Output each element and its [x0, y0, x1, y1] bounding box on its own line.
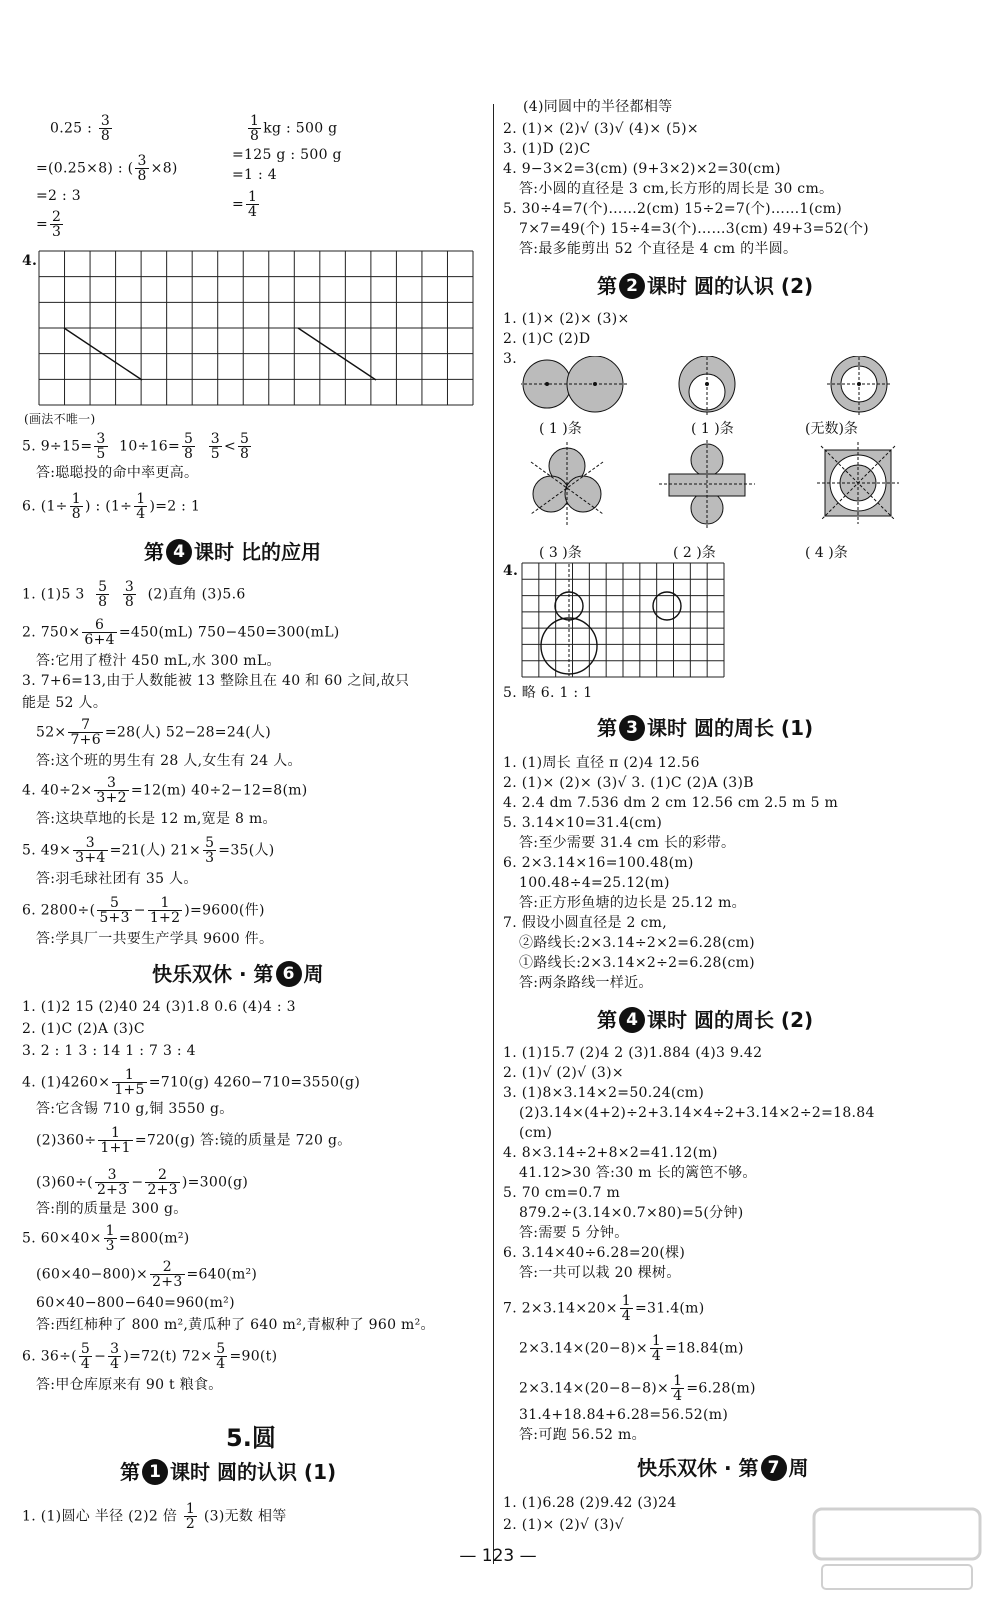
fraction: $\frac{3}{8}$ [100, 113, 111, 144]
answer-line: (3)60÷( $\frac{3}{2+3}$ − $\frac{2}{2+3}$ )=300(g) [36, 1167, 249, 1198]
ratio-line-a3: =2 : 3 [36, 188, 81, 204]
axis-count-label: ( 3 )条 [539, 545, 582, 561]
answer-line: 6. 2×3.14×16=100.48(m) [503, 855, 694, 871]
answer-line: 2×3.14×(20−8−8)× $\frac{1}{4}$ =6.28(m) [519, 1373, 756, 1404]
answer-line: 答:羽毛球社团有 35 人。 [36, 871, 198, 887]
answer-line: 答:它用了橙汁 450 mL,水 300 mL。 [36, 653, 281, 669]
answer-line: 3. [503, 351, 517, 367]
answer-line: 1. (1)15.7 (2)4 2 (3)1.884 (4)3 9.42 [503, 1045, 763, 1061]
answer-line: 100.48÷4=25.12(m) [519, 875, 670, 891]
square-circle-figure [817, 442, 899, 524]
ratio-line-a4: = $\frac{2}{3}$ [36, 209, 62, 240]
answer-line: (2)360÷ $\frac{1}{1+1}$ =720(g) 答:镜的质量是 720 g。 [36, 1125, 352, 1156]
axis-count-label: ( 1 )条 [691, 421, 734, 437]
answer-line: 答:这个班的男生有 28 人,女生有 24 人。 [36, 753, 302, 769]
answer-line: 答:需要 5 分钟。 [519, 1225, 629, 1241]
answer-line: 答:一共可以栽 20 棵树。 [519, 1265, 681, 1281]
answer-line: 1. (1)2 15 (2)40 24 (3)1.8 0.6 (4)4 : 3 [22, 999, 296, 1015]
question-4-label: 4. [22, 253, 38, 269]
right-column [493, 0, 996, 1570]
answer-line: 41.12>30 答:30 m 长的篱笆不够。 [519, 1165, 757, 1181]
answer-line: 5. 70 cm=0.7 m [503, 1185, 621, 1201]
answer-line: 答:小圆的直径是 3 cm,长方形的周长是 30 cm。 [519, 181, 834, 197]
answer-line: 4. 8×3.14÷2+8×2=41.12(m) [503, 1145, 718, 1161]
answer-line: 答:两条路线一样近。 [519, 975, 653, 991]
answer-line: 答:正方形鱼塘的边长是 25.12 m。 [519, 895, 746, 911]
answer-line: 7. 2×3.14×20× $\frac{1}{4}$ =31.4(m) [503, 1293, 705, 1324]
left-column [0, 0, 492, 1570]
answer-line: 2. (1)× (2)√ (3)√ [503, 1517, 624, 1533]
answer-line: 2. (1)C (2)D [503, 331, 591, 347]
two-circles-figure [521, 356, 629, 412]
answer-line: 3. (1)8×3.14×2=50.24(cm) [503, 1085, 705, 1101]
answer-line: 答:甲仓库原来有 90 t 粮食。 [36, 1377, 223, 1393]
ratio-line-b4: = $\frac{1}{4}$ [232, 189, 258, 220]
answer-line: 6. 3.14×40÷6.28=20(棵) [503, 1245, 686, 1261]
three-circles-figure [531, 442, 603, 526]
answer-line: ②路线长:2×3.14÷2×2=6.28(cm) [519, 935, 755, 951]
answer-line: 5. 60×40× $\frac{1}{3}$ =800(m²) [22, 1223, 190, 1254]
answer-line: 1. (1)圆心 半径 (2)2 倍 $\frac{1}{2}$ (3)无数 相等 [22, 1501, 287, 1532]
answer-line: 4. 2.4 dm 7.536 dm 2 cm 12.56 cm 2.5 m 5 m [503, 795, 839, 811]
answer-line: 答:削的质量是 300 g。 [36, 1201, 188, 1217]
axis-count-label: (无数)条 [805, 421, 858, 437]
answer-line: (60×40−800)× $\frac{2}{2+3}$ =640(m²) [36, 1259, 258, 1290]
ratio-line-b3: =1 : 4 [232, 167, 277, 183]
question-4-label: 4. [503, 563, 519, 579]
answer-5-line: 5. 9÷15= $\frac{3}{5}$ 10÷16= $\frac{5}{8}$ $\frac{3}{5}$ < $\frac{5}{8}$ [22, 431, 250, 462]
answer-line: 3. 7+6=13,由于人数能被 13 整除且在 40 和 60 之间,故只 [22, 673, 410, 689]
section-heading-circumference-1: 第 3 课时 圆的周长 (1) [597, 716, 814, 740]
section-heading-circle-1: 第 1 课时 圆的认识 (1) [120, 1460, 337, 1484]
chapter-title: 5.圆 [226, 1424, 276, 1452]
answer-line: 2×3.14×(20−8)× $\frac{1}{4}$ =18.84(m) [519, 1333, 744, 1364]
ratio-line-b1: $\frac{1}{8}$ kg : 500 g [250, 113, 338, 144]
section-heading-weekend-6: 快乐双休 · 第 6 周 [152, 962, 324, 986]
answer-line: 1. (1)6.28 (2)9.42 (3)24 [503, 1495, 677, 1511]
axis-count-label: ( 4 )条 [805, 545, 848, 561]
answer-line: 答:至少需要 31.4 cm 长的彩带。 [519, 835, 736, 851]
answer-line: 2. (1)× (2)√ (3)√ (4)× (5)× [503, 121, 699, 137]
axis-count-label: ( 1 )条 [539, 421, 582, 437]
answer-line: 52× $\frac{7}{7+6}$ =28(人) 52−28=24(人) [36, 717, 272, 748]
answer-line: ①路线长:2×3.14×2÷2=6.28(cm) [519, 955, 755, 971]
answer-line: 答:它含锡 710 g,铜 3550 g。 [36, 1101, 234, 1117]
answer-line: 879.2÷(3.14×0.7×80)=5(分钟) [519, 1205, 744, 1221]
answer-line: 6. 2800÷( $\frac{5}{5+3}$ − $\frac{1}{1+2}$ )=9600(件) [22, 895, 265, 926]
answer-line: 60×40−800−640=960(m²) [36, 1295, 235, 1311]
answer-line: (cm) [519, 1125, 553, 1141]
answer-line: 5. 49× $\frac{3}{3+4}$ =21(人) 21× $\frac{5}{3}$ =35(人) [22, 835, 275, 866]
answer-line: 4. 40÷2× $\frac{3}{3+2}$ =12(m) 40÷2−12=8(m) [22, 775, 308, 806]
section-heading-ratio-application: 第 4 课时 比的应用 [144, 540, 321, 564]
answer-line: 7. 假设小圆直径是 2 cm, [503, 915, 667, 931]
answer-line: 1. (1)× (2)× (3)× [503, 311, 630, 327]
ratio-line-a2: =(0.25×8) : ( $\frac{3}{8}$ ×8) [36, 153, 178, 184]
circle-grid-figure [521, 562, 725, 678]
section-heading-circle-2: 第 2 课时 圆的认识 (2) [597, 274, 814, 298]
answer-line: (4)同圆中的半径都相等 [523, 99, 673, 115]
answer-line: 5. 30÷4=7(个)……2(cm) 15÷2=7(个)……1(cm) [503, 201, 842, 217]
answer-line: 3. (1)D (2)C [503, 141, 591, 157]
ratio-line-b2: =125 g : 500 g [232, 147, 342, 163]
answer-line: 5. 3.14×10=31.4(cm) [503, 815, 663, 831]
page-number: — 123 — [459, 1546, 537, 1566]
drawing-grid [38, 250, 474, 406]
symmetry-figures [521, 356, 961, 536]
answer-line: 答:西红柿种了 800 m²,黄瓜种了 640 m²,青椒种了 960 m²。 [36, 1317, 435, 1333]
rectangle-circles-figure [659, 440, 755, 528]
answer-line: 2. (1)× (2)× (3)√ 3. (1)C (2)A (3)B [503, 775, 754, 791]
answer-line: (2)3.14×(4+2)÷2+3.14×4÷2+3.14×2÷2=18.84 [519, 1105, 875, 1121]
answer-line: 7×7=49(个) 15÷4=3(个)……3(cm) 49+3=52(个) [519, 221, 869, 237]
section-heading-weekend-7: 快乐双休 · 第 7 周 [637, 1456, 809, 1480]
answer-line: 能是 52 人。 [22, 695, 108, 711]
answer-line: 31.4+18.84+6.28=56.52(m) [519, 1407, 729, 1423]
answer-line: 5. 略 6. 1 : 1 [503, 685, 593, 701]
ratio-line-a1: 0.25 : $\frac{3}{8}$ [50, 113, 111, 144]
grid-note: (画法不唯一) [24, 412, 96, 426]
answer-line: 答:最多能剪出 52 个直径是 4 cm 的半圆。 [519, 241, 798, 257]
axis-count-label: ( 2 )条 [673, 545, 716, 561]
answer-line: 2. (1)√ (2)√ (3)× [503, 1065, 624, 1081]
watermark-logo [812, 1505, 982, 1593]
answer-line: 3. 2 : 1 3 : 14 1 : 7 3 : 4 [22, 1043, 196, 1059]
answer-line: 6. 36÷( $\frac{5}{4}$ − $\frac{3}{4}$ )=72(t) 72× $\frac{5}{4}$ =90(t) [22, 1341, 278, 1372]
answer-line: 1. (1)5 3 $\frac{5}{8}$ $\frac{3}{8}$ (2)直角 (3)5.6 [22, 579, 246, 610]
answer-5-text: 答:聪聪投的命中率更高。 [36, 465, 199, 481]
answer-line: 1. (1)周长 直径 π (2)4 12.56 [503, 755, 700, 771]
answer-line: 2. 750× $\frac{6}{6+4}$ =450(mL) 750−450=300(mL) [22, 617, 340, 648]
answer-line: 答:可跑 56.52 m。 [519, 1427, 646, 1443]
tangent-circles-figure [679, 356, 735, 416]
answer-line: 2. (1)C (2)A (3)C [22, 1021, 145, 1037]
answer-line: 4. 9−3×2=3(cm) (9+3×2)×2=30(cm) [503, 161, 781, 177]
section-heading-circumference-2: 第 4 课时 圆的周长 (2) [597, 1008, 814, 1032]
answer-line: 答:学具厂一共要生产学具 9600 件。 [36, 931, 274, 947]
concentric-circles-figure [827, 356, 891, 416]
answer-6-line: 6. (1÷ $\frac{1}{8}$ ) : (1÷ $\frac{1}{4}$ )=2 : 1 [22, 491, 201, 522]
answer-line: 4. (1)4260× $\frac{1}{1+5}$ =710(g) 4260−710=3550(g) [22, 1067, 361, 1098]
answer-line: 答:这块草地的长是 12 m,宽是 8 m。 [36, 811, 277, 827]
